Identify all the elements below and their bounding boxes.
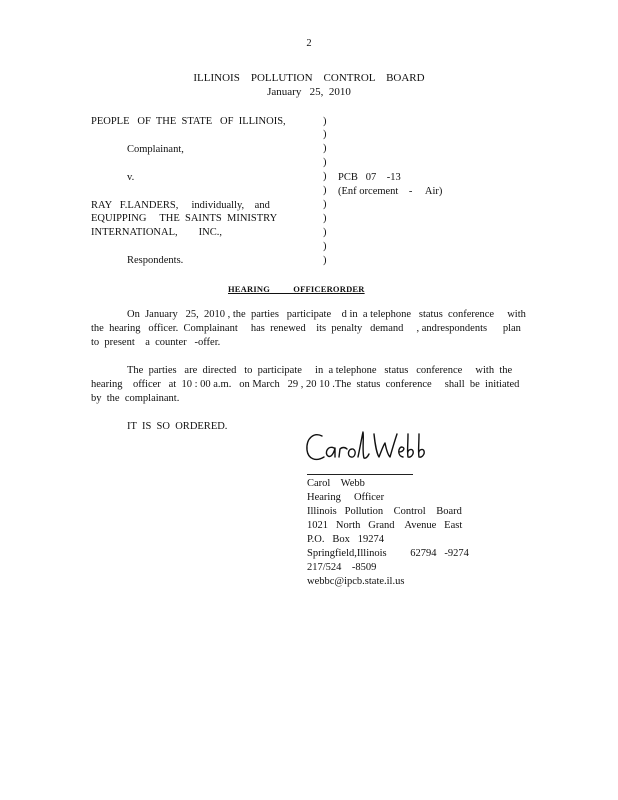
caption-paren: ) [323, 241, 327, 252]
paragraph-2-line-3: by the complainant. [91, 393, 180, 404]
header-date: January 25, 2010 [267, 86, 351, 98]
caption-paren: ) [323, 213, 327, 224]
paragraph-2-line-2: hearing officer at 10 : 00 a.m. on March 29 , 20 10 .The status conference shall be initiated [91, 379, 520, 390]
signer-name: Carol Webb [307, 478, 365, 489]
plaintiff-name: PEOPLE OF THE STATE OF ILLINOIS, [91, 116, 286, 127]
respondent-line-2: EQUIPPING THE SAINTS MINISTRY [91, 213, 278, 224]
handwritten-signature [300, 426, 440, 472]
caption-paren: ) [323, 227, 327, 238]
caption-paren: ) [323, 199, 327, 210]
caption-paren: ) [323, 129, 327, 140]
board-title: ILLINOIS POLLUTION CONTROL BOARD [193, 72, 425, 84]
versus-label: v. [127, 172, 135, 183]
complainant-label: Complainant, [127, 144, 184, 155]
caption-paren: ) [323, 143, 327, 154]
signer-email: webbc@ipcb.state.il.us [307, 576, 405, 587]
signer-address-2: P.O. Box 19274 [307, 534, 385, 545]
signer-address-1: 1021 North Grand Avenue East [307, 520, 463, 531]
caption-paren: ) [323, 116, 327, 127]
signer-title: Hearing Officer [307, 492, 385, 503]
paragraph-2-line-1: The parties are directed to participate in a telephone status conference with the [127, 365, 513, 376]
case-number: PCB 07 -13 [338, 172, 401, 183]
closing-text: IT IS SO ORDERED. [127, 421, 228, 432]
respondent-line-3: INTERNATIONAL, INC., [91, 227, 222, 238]
signer-phone: 217/524 -8509 [307, 562, 377, 573]
signer-org: Illinois Pollution Control Board [307, 506, 462, 517]
respondents-label: Respondents. [127, 255, 184, 266]
signer-city: Springfield,Illinois 62794 -9274 [307, 548, 469, 559]
paragraph-1-line-2: the hearing officer. Complainant has renewed its penalty demand , andrespondents plan [91, 323, 521, 334]
signature-line [307, 474, 413, 475]
paragraph-1-line-3: to present a counter -offer. [91, 337, 221, 348]
paragraph-1-line-1: On January 25, 2010 , the parties participate d in a telephone status conference with [127, 309, 526, 320]
page-number: 2 [306, 38, 312, 49]
order-title: HEARING OFFICERORDER [228, 284, 365, 294]
caption-paren: ) [323, 255, 327, 266]
case-type: (Enf orcement - Air) [338, 186, 443, 197]
caption-paren: ) [323, 157, 327, 168]
respondent-line-1: RAY F.LANDERS, individually, and [91, 200, 270, 211]
caption-paren: ) [323, 171, 327, 182]
caption-paren: ) [323, 185, 327, 196]
